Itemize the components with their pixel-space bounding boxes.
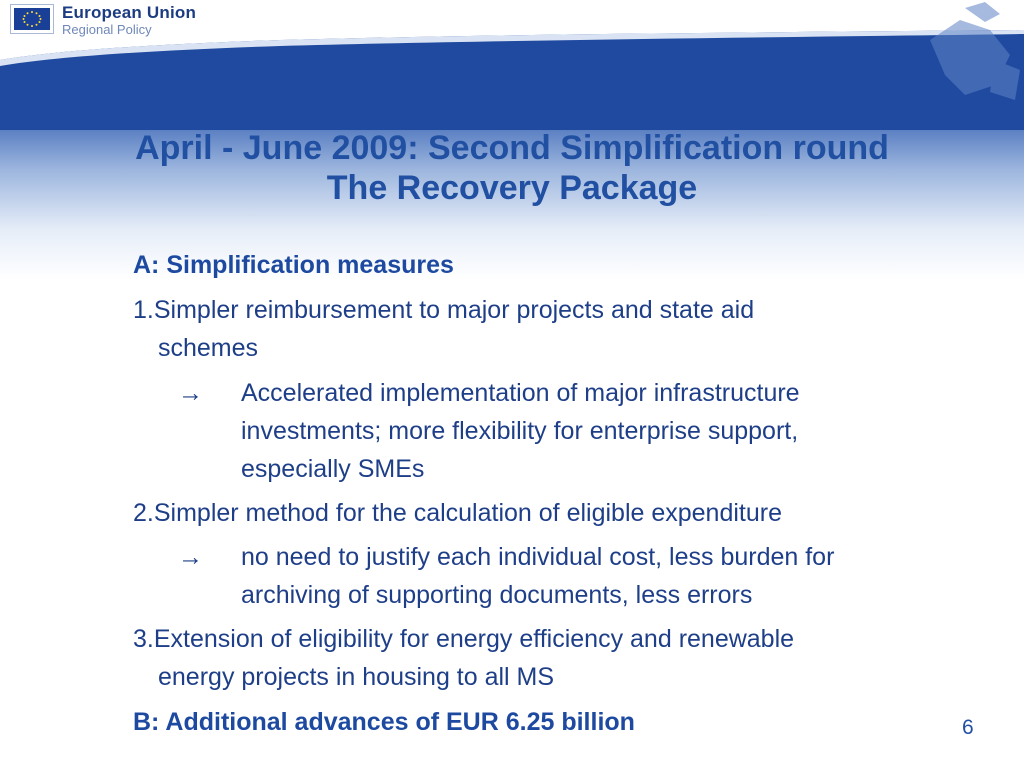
eu-flag-icon	[14, 8, 50, 30]
arrow-icon: →	[178, 543, 203, 571]
list-item-text: Simpler method for the calculation of eligible expenditure	[153, 499, 782, 527]
list-item-3	[133, 620, 794, 658]
page-number: 6	[962, 716, 974, 739]
section-b-heading: B: Additional advances of EUR 6.25 billion	[133, 708, 635, 736]
list-item-1	[133, 291, 754, 329]
sub-item-2-line-1: no need to justify each individual cost, less burden for	[241, 543, 835, 571]
sub-item-1-line-3: especially SMEs	[241, 455, 425, 483]
sub-item-1-line-1: Accelerated implementation of major infrastructure	[241, 379, 800, 407]
section-a-heading: A: Simplification measures	[133, 251, 454, 279]
list-item-1-continuation: schemes	[158, 334, 259, 362]
list-item-2	[133, 494, 782, 532]
org-unit: Regional Policy	[62, 22, 152, 37]
list-item-number: 3.	[133, 625, 154, 653]
title-line-2: The Recovery Package	[326, 169, 698, 207]
eu-logo	[10, 4, 54, 34]
sub-item-2-line-2: archiving of supporting documents, less errors	[241, 581, 753, 609]
slide-title	[0, 128, 1024, 208]
list-item-number: 1.	[133, 296, 154, 324]
list-item-number: 2.	[133, 499, 154, 527]
arrow-icon: →	[178, 379, 203, 407]
list-item-text: Simpler reimbursement to major projects and state aid	[153, 296, 755, 324]
sub-item-1-line-2: investments; more flexibility for enterprise support,	[241, 417, 799, 445]
list-item-text: Extension of eligibility for energy efficiency and renewable	[153, 625, 795, 653]
list-item-3-continuation: energy projects in housing to all MS	[158, 663, 555, 691]
title-line-1: April - June 2009: Second Simplification round	[135, 129, 889, 167]
org-name: European Union	[62, 3, 197, 22]
